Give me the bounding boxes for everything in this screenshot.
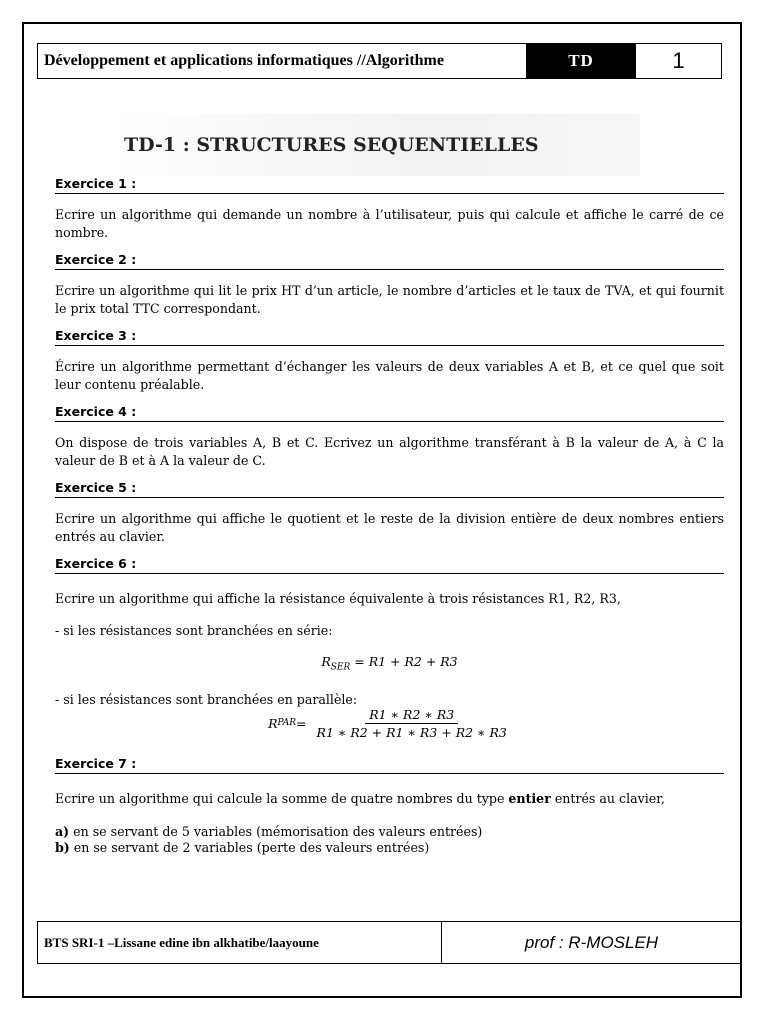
td-number: 1 xyxy=(635,44,721,78)
parallel-equals: = xyxy=(296,715,307,731)
exercise-1 xyxy=(55,176,724,242)
parallel-formula xyxy=(55,707,724,740)
exercise-6 xyxy=(55,556,724,740)
exercises-content xyxy=(55,176,724,856)
school-info: BTS SRI-1 –Lissane edine ibn alkhatibe/laayoune xyxy=(38,922,442,963)
serie-formula xyxy=(55,654,724,673)
course-title: Développement et applications informatiques //Algorithme xyxy=(38,44,527,78)
exercise-7 xyxy=(55,756,724,856)
document-header xyxy=(37,43,722,79)
exercise-text: Écrire un algorithme permettant d’échanger les valeurs de deux variables A et B, et ce quel que soit leur contenu préalable. xyxy=(55,359,724,392)
exercise-text xyxy=(55,790,724,808)
exercise-heading: Exercice 2 : xyxy=(55,252,724,270)
item-label: b) xyxy=(55,839,70,855)
parallel-subscript: PAR xyxy=(277,718,297,728)
exercise-3 xyxy=(55,328,724,394)
item-text: en se servant de 5 variables (mémorisation des valeurs entrées) xyxy=(69,823,483,839)
parallel-fraction xyxy=(313,707,511,740)
exercise-text: Ecrire un algorithme qui lit le prix HT d’un article, le nombre d’articles et le taux de TVA, et qui fournit le prix total TTC correspondant. xyxy=(55,283,724,316)
exercise-text-part: Ecrire un algorithme qui calcule la somme de quatre nombres du type xyxy=(55,790,509,806)
serie-lhs: R xyxy=(321,654,331,669)
exercise-2 xyxy=(55,252,724,318)
exercise-heading: Exercice 4 : xyxy=(55,404,724,422)
exercise-heading: Exercice 3 : xyxy=(55,328,724,346)
serie-intro: - si les résistances sont branchées en série: xyxy=(55,623,333,638)
exercise-heading: Exercice 1 : xyxy=(55,176,724,194)
item-label: a) xyxy=(55,823,70,839)
list-item xyxy=(55,840,724,856)
exercise-heading: Exercice 7 : xyxy=(55,756,724,774)
parallel-lhs: R xyxy=(268,715,278,731)
serie-rhs: = R1 + R2 + R3 xyxy=(350,654,458,669)
exercise-heading: Exercice 5 : xyxy=(55,480,724,498)
teacher-name: prof : R-MOSLEH xyxy=(524,932,659,952)
fraction-numerator: R1 ∗ R2 ∗ R3 xyxy=(365,707,458,724)
exercise-text-bold: entier xyxy=(508,790,551,806)
exercise-5 xyxy=(55,480,724,546)
serie-subscript: SER xyxy=(330,662,351,673)
exercise-text-part: entrés au clavier, xyxy=(550,790,665,806)
item-text: en se servant de 2 variables (perte des valeurs entrées) xyxy=(69,839,430,855)
exercise-text: Ecrire un algorithme qui demande un nombre à l’utilisateur, puis qui calcule et affiche le carré de ce nombre. xyxy=(55,207,724,240)
exercise-text: Ecrire un algorithme qui affiche la résistance équivalente à trois résistances R1, R2, R3, xyxy=(55,591,621,606)
parallel-intro: - si les résistances sont branchées en parallèle: xyxy=(55,691,358,707)
exercise-4 xyxy=(55,404,724,470)
exercise-text: On dispose de trois variables A, B et C. Ecrivez un algorithme transférant à B la valeur de A, à C la valeur de B et à A la valeur de C. xyxy=(55,435,724,468)
fraction-denominator: R1 ∗ R2 + R1 ∗ R3 + R2 ∗ R3 xyxy=(316,724,507,740)
page-title: TD-1 : STRUCTURES SEQUENTIELLES xyxy=(112,114,640,176)
td-label: TD xyxy=(527,44,635,78)
list-item xyxy=(55,824,724,840)
document-footer xyxy=(37,921,742,964)
exercise-text: Ecrire un algorithme qui affiche le quotient et le reste de la division entière de deux nombres entiers entrés au clavier. xyxy=(55,511,724,544)
exercise-heading: Exercice 6 : xyxy=(55,556,724,574)
